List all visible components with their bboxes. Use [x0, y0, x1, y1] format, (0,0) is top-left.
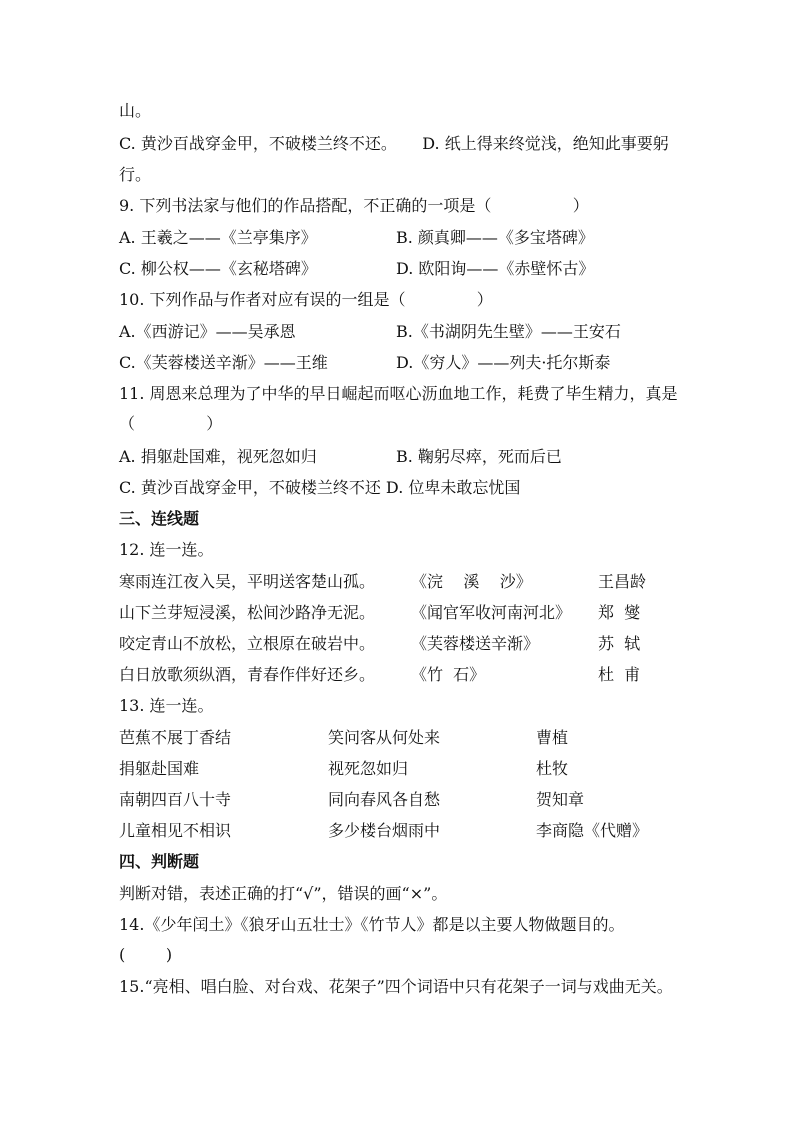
option-c: C.《芙蓉楼送辛渐》——王维 [119, 353, 328, 372]
section-heading: 四、判断题 [119, 852, 200, 871]
match-right: 苏 轼 [598, 634, 641, 653]
option-b: B.《书湖阴先生壁》——王安石 [396, 322, 621, 341]
match-middle: 《芙蓉楼送辛渐》 [411, 634, 540, 653]
text-line: C. 黄沙百战穿金甲，不破楼兰终不还。 D. 纸上得来终觉浅，绝知此事要躬 [119, 134, 669, 153]
match-right: 杜牧 [536, 759, 569, 778]
question-15: 15.“亮相、唱白脸、对台戏、花架子”四个词语中只有花架子一词与戏曲无关。 [119, 977, 673, 996]
option-d: D. 欧阳询——《赤壁怀古》 [396, 259, 595, 278]
match-middle: 笑问客从何处来 [328, 728, 441, 747]
match-right: 贺知章 [536, 790, 585, 809]
question-14: 14.《少年闰土》《狼牙山五壮士》《竹节人》都是以主要人物做题目的。 [119, 915, 625, 934]
match-left: 南朝四百八十寺 [119, 790, 232, 809]
question-12: 12. 连一连。 [119, 540, 214, 559]
match-right: 李商隐《代赠》 [536, 821, 649, 840]
option-b: B. 颜真卿——《多宝塔碑》 [396, 228, 594, 247]
option-c: C. 柳公权——《玄秘塔碑》 [119, 259, 317, 278]
match-middle: 《浣 溪 沙》 [411, 572, 532, 591]
option-a: A. 王羲之——《兰亭集序》 [119, 228, 317, 247]
text-line: 行。 [119, 165, 152, 184]
match-right: 郑 燮 [598, 603, 641, 622]
text-line: 山。 [119, 101, 152, 120]
answer-parentheses: （ ） [119, 414, 223, 433]
match-right: 曹植 [536, 728, 569, 747]
option-b: B. 鞠躬尽瘁，死而后已 [396, 447, 562, 466]
question-11: 11. 周恩来总理为了中华的早日崛起而呕心沥血地工作，耗费了毕生精力，真是 [119, 384, 678, 403]
question-13: 13. 连一连。 [119, 696, 214, 715]
section-heading: 三、连线题 [119, 509, 200, 528]
match-left: 咬定青山不放松，立根原在破岩中。 [119, 634, 376, 653]
match-left: 白日放歌须纵酒，青春作伴好还乡。 [119, 665, 376, 684]
match-middle: 《闻官军收河南河北》 [411, 603, 572, 622]
match-left: 捐躯赴国难 [119, 759, 200, 778]
match-left: 寒雨连江夜入吴，平明送客楚山孤。 [119, 572, 376, 591]
match-right: 王昌龄 [598, 572, 647, 591]
match-middle: 多少楼台烟雨中 [328, 821, 441, 840]
match-left: 芭蕉不展丁香结 [119, 728, 232, 747]
option-a: A. 捐躯赴国难，视死忽如归 [119, 447, 317, 466]
instruction-text: 判断对错，表述正确的打“√”，错误的画“×”。 [119, 884, 448, 903]
answer-parentheses: ( ) [119, 945, 173, 964]
question-9: 9. 下列书法家与他们的作品搭配，不正确的一项是（ ） [119, 196, 589, 215]
option-c-d: C. 黄沙百战穿金甲，不破楼兰终不还 D. 位卑未敢忘忧国 [119, 478, 521, 497]
question-10: 10. 下列作品与作者对应有误的一组是（ ） [119, 290, 493, 309]
option-a: A.《西游记》——吴承恩 [119, 322, 296, 341]
match-right: 杜 甫 [598, 665, 641, 684]
match-middle: 《竹 石》 [411, 665, 486, 684]
match-left: 山下兰芽短浸溪，松间沙路净无泥。 [119, 603, 376, 622]
match-middle: 同向春风各自愁 [328, 790, 441, 809]
match-left: 儿童相见不相识 [119, 821, 232, 840]
option-d: D.《穷人》——列夫·托尔斯泰 [396, 353, 611, 372]
match-middle: 视死忽如归 [328, 759, 409, 778]
